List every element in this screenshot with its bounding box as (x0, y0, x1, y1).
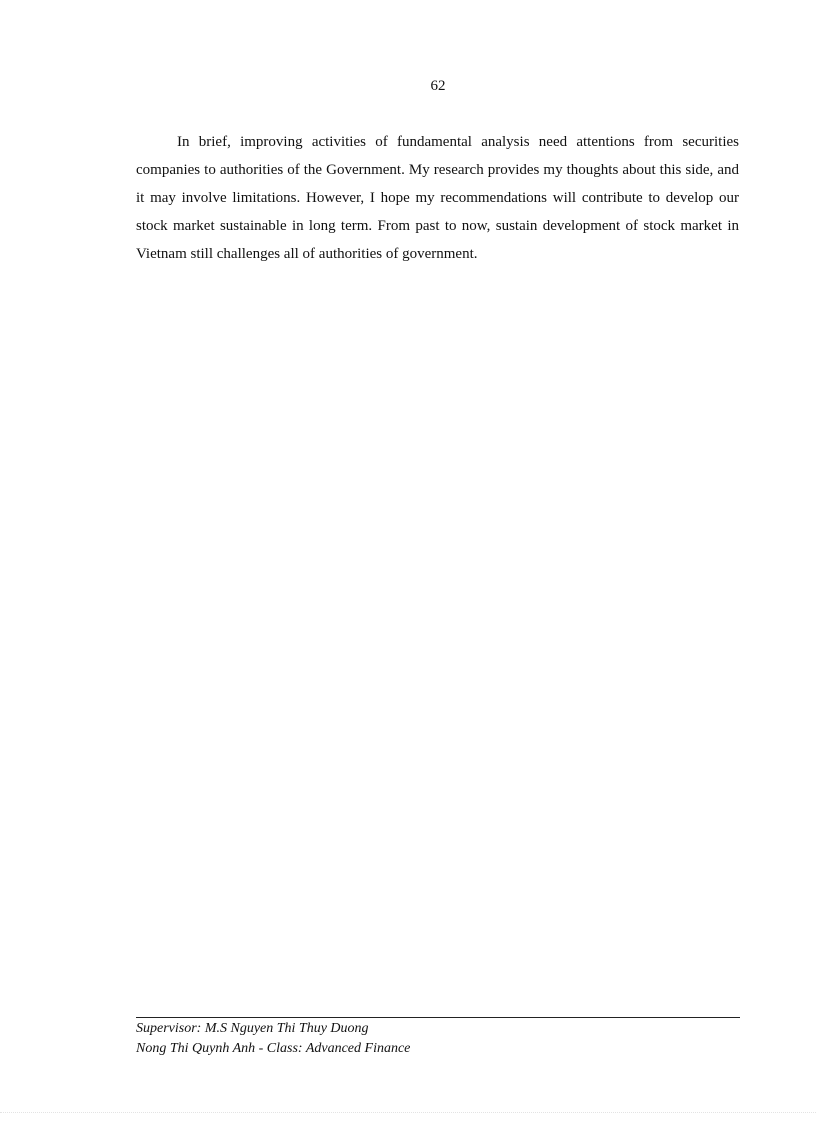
footer-author: Nong Thi Quynh Anh - Class: Advanced Finance (136, 1041, 411, 1056)
page-footer (136, 1019, 740, 1059)
footer-divider (136, 1017, 740, 1018)
body-paragraph: In brief, improving activities of fundamental analysis need attentions from securities companies to authorities of the Government. My research provides my thoughts about this side, and it may involve limitations. However, I hope my recommendations will contribute to develop our stock market sustainable in long term. From past to now, sustain development of stock market in Vietnam still challenges all of authorities of government. (136, 134, 739, 262)
page-bottom-edge (0, 1112, 816, 1113)
footer-supervisor: Supervisor: M.S Nguyen Thi Thuy Duong (136, 1021, 369, 1036)
page-number: 62 (430, 78, 446, 94)
